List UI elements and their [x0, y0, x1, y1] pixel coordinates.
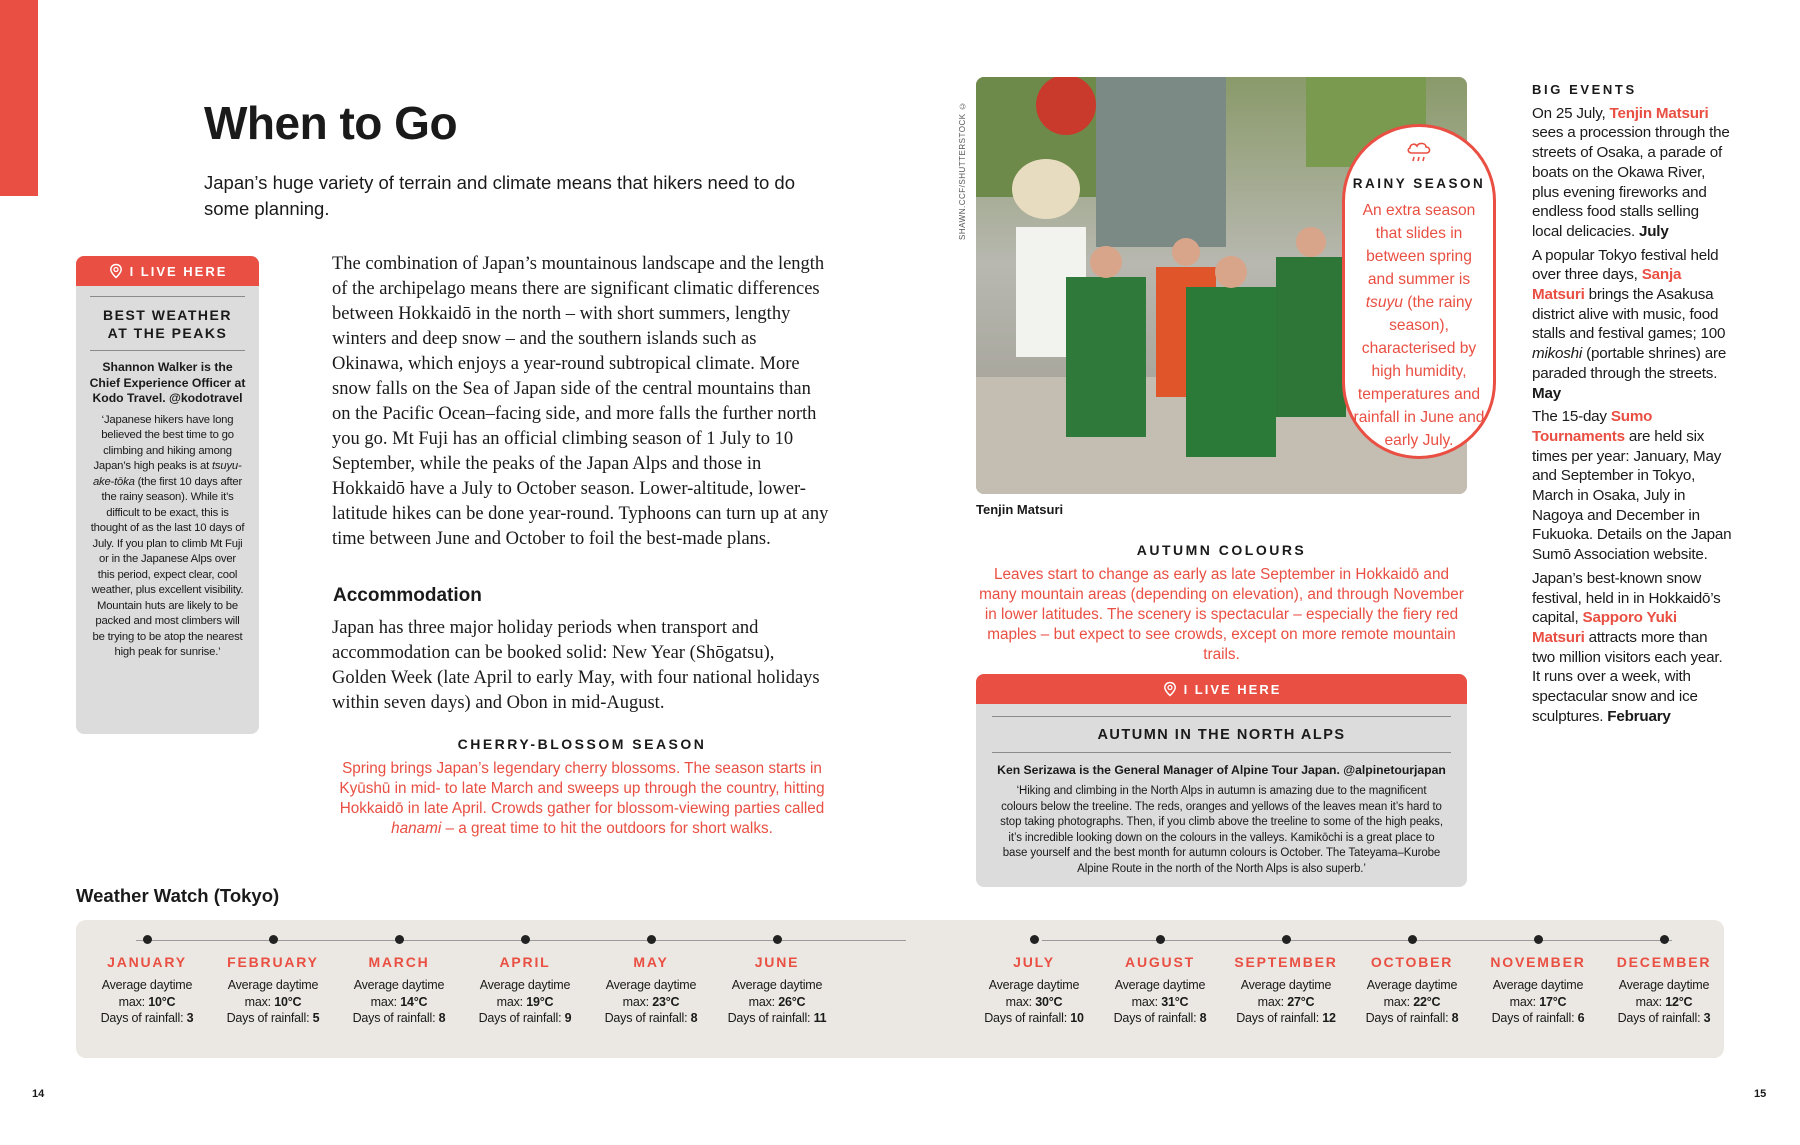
rainfall-days	[971, 1010, 1097, 1027]
max-value: 26°C	[778, 994, 806, 1009]
month-name: OCTOBER	[1370, 954, 1454, 970]
photo-caption: Tenjin Matsuri	[976, 502, 1064, 517]
rain-label: Days of rainfall:	[1113, 1011, 1200, 1025]
cherry-text: – a great time to hit the outdoors for short walks.	[441, 820, 773, 837]
max-value: 14°C	[400, 994, 428, 1009]
weather-watch-panel	[76, 920, 1724, 1058]
max-temp	[714, 994, 840, 1011]
avg-label: Average daytime	[353, 978, 445, 992]
event-emphasis: mikoshi	[1532, 345, 1583, 363]
avg-label: Average daytime	[988, 978, 1080, 992]
box-title: AUTUMN IN THE NORTH ALPS	[1097, 727, 1346, 743]
rain-label: Days of rainfall:	[100, 1011, 187, 1025]
month-stats	[1475, 977, 1601, 1027]
rain-label: Days of rainfall:	[478, 1011, 565, 1025]
divider	[992, 716, 1451, 717]
max-label: max:	[622, 994, 653, 1009]
timeline-dot	[1282, 935, 1291, 944]
month-stats	[84, 977, 210, 1027]
accommodation-heading: Accommodation	[333, 585, 482, 606]
timeline-dot	[1534, 935, 1543, 944]
timeline-dot	[395, 935, 404, 944]
rainy-season-callout	[1342, 124, 1496, 459]
rainfall-days	[462, 1010, 588, 1027]
avg-label: Average daytime	[605, 978, 697, 992]
max-value: 10°C	[148, 994, 176, 1009]
month-name: JANUARY	[107, 954, 187, 970]
rain-value: 12	[1322, 1011, 1336, 1025]
rain-value: 10	[1070, 1011, 1084, 1025]
rain-label: Days of rainfall:	[1236, 1011, 1323, 1025]
contributor-quote	[90, 413, 245, 661]
divider	[992, 752, 1451, 753]
max-value: 23°C	[652, 994, 680, 1009]
contributor-bio: Ken Serizawa is the General Manager of Alpine Tour Japan. @alpinetourjapan	[997, 763, 1446, 777]
month-name: AUGUST	[1125, 954, 1195, 970]
edge-tab-left	[0, 0, 38, 98]
rainfall-days	[714, 1010, 840, 1027]
accommodation-paragraph: Japan has three major holiday periods when transport and accommodation can be booked solid: New Year (Shōgatsu), Golden Week (late April to early May, with four national holidays within seven days) and Obon in mid-August.	[332, 618, 820, 713]
rain-label: Days of rainfall:	[1491, 1011, 1578, 1025]
max-label: max:	[1131, 994, 1162, 1009]
timeline-dot	[1156, 935, 1165, 944]
max-value: 19°C	[526, 994, 554, 1009]
max-value: 17°C	[1539, 994, 1567, 1009]
rain-cloud-icon	[1404, 139, 1434, 165]
cherry-blossom-section	[332, 736, 832, 839]
rainfall-days	[588, 1010, 714, 1027]
autumn-colours-section	[976, 542, 1467, 665]
big-events-heading: BIG EVENTS	[1532, 82, 1637, 97]
quote-emphasis: tsuyu-ake-tōka	[92, 460, 242, 488]
timeline-dot	[521, 935, 530, 944]
max-temp	[971, 994, 1097, 1011]
max-label: max:	[370, 994, 401, 1009]
month-stats	[462, 977, 588, 1027]
month-stats	[1223, 977, 1349, 1027]
page-title: When to Go	[204, 97, 458, 149]
avg-label: Average daytime	[479, 978, 571, 992]
page-number-left: 14	[32, 1088, 45, 1100]
event-text: are held six times per year: January, May and September in Tokyo, March in Osaka, July in Nagoya and December in Fukuoka. Details on the Japan Sumō Association website.	[1532, 427, 1732, 564]
rain-value: 3	[1703, 1011, 1711, 1025]
i-live-here-label: I LIVE HERE	[129, 263, 228, 279]
divider	[90, 350, 245, 351]
event-text: sees a procession through the streets of Osaka, a parade of boats on the Okawa River, plus evening fireworks and endless food stalls selling local delicacies.	[1532, 124, 1730, 240]
max-temp	[336, 994, 462, 1011]
intro-text: Japan’s huge variety of terrain and climate means that hikers need to do some planning.	[204, 172, 795, 219]
i-live-here-label: I LIVE HERE	[1183, 681, 1282, 697]
max-value: 31°C	[1161, 994, 1189, 1009]
rainy-text: An extra season that slides in between spring and summer is	[1362, 202, 1476, 288]
month-name: JUNE	[754, 954, 800, 970]
rain-value: 11	[813, 1011, 827, 1025]
month-name: DECEMBER	[1616, 954, 1712, 970]
page-number-right: 15	[1754, 1088, 1767, 1100]
big-events-column	[1532, 76, 1732, 727]
i-live-here-header	[976, 674, 1467, 704]
rain-label: Days of rainfall:	[1365, 1011, 1452, 1025]
month-name: MAY	[633, 954, 669, 970]
autumn-colours-heading: AUTUMN COLOURS	[1136, 542, 1307, 558]
rain-label: Days of rainfall:	[226, 1011, 313, 1025]
rain-label: Days of rainfall:	[1617, 1011, 1704, 1025]
rainfall-days	[336, 1010, 462, 1027]
month-stats	[336, 977, 462, 1027]
max-temp	[1097, 994, 1223, 1011]
avg-label: Average daytime	[1114, 978, 1206, 992]
month-stats	[210, 977, 336, 1027]
max-temp	[1223, 994, 1349, 1011]
rain-value: 5	[312, 1011, 320, 1025]
timeline-dot	[1660, 935, 1669, 944]
rain-value: 8	[1199, 1011, 1207, 1025]
climate-paragraph: The combination of Japan’s mountainous landscape and the length of the archipelago means there are significant climatic differences between Hokkaidō in the north – with short summers, lengthy winters and deep snow – and the southern islands such as Okinawa, which enjoys a year-round subtropical climate. More snow falls on the Sea of Japan side of the central mountains than on the Pacific Ocean–facing side, and more falls the further north you go. Mt Fuji has an official climbing season of 1 July to 10 September, while the peaks of the Japan Alps and those in Hokkaidō have a July to October season. Lower-altitude, lower-latitude hikes can be done year-round. Typhoons can turn up at any time between June and October to foil the best-made plans.	[332, 254, 829, 549]
cherry-emphasis: hanami	[391, 820, 442, 837]
quote-text: ‘Japanese hikers have long believed the best time to go climbing and hiking among Japan’s high peaks is at	[93, 413, 234, 472]
rainfall-days	[1601, 1010, 1727, 1027]
max-value: 22°C	[1413, 994, 1441, 1009]
month-stats	[971, 977, 1097, 1027]
max-label: max:	[244, 994, 275, 1009]
month-stats	[714, 977, 840, 1027]
rain-value: 3	[186, 1011, 194, 1025]
location-pin-icon	[1162, 681, 1178, 697]
event-text: The 15-day	[1532, 408, 1611, 426]
rainfall-days	[84, 1010, 210, 1027]
event-text: attracts more than two million visitors each year. It runs over a week, with spectacular snow and ice sculptures.	[1532, 628, 1723, 725]
max-label: max:	[748, 994, 779, 1009]
timeline-dot	[1408, 935, 1417, 944]
cherry-blossom-heading: CHERRY-BLOSSOM SEASON	[457, 736, 707, 752]
rain-label: Days of rainfall:	[727, 1011, 814, 1025]
avg-label: Average daytime	[101, 978, 193, 992]
max-value: 12°C	[1665, 994, 1693, 1009]
avg-label: Average daytime	[731, 978, 823, 992]
contributor-quote: ‘Hiking and climbing in the North Alps in autumn is amazing due to the magnificent colours below the treeline. The reds, oranges and yellows of the leaves mean it’s hard to stop taking photographs. Then, if you climb above the treeline to some of the high peaks, it’s incredible looking down on the colours in the valleys. Kamikōchi is a great place to base yourself and the best month for autumn colours is October. The Tateyama–Kurobe Alpine Route in the north of the North Alps is also superb.’	[1000, 785, 1443, 875]
max-value: 27°C	[1287, 994, 1315, 1009]
month-name: NOVEMBER	[1490, 954, 1586, 970]
month-stats	[588, 977, 714, 1027]
max-label: max:	[1257, 994, 1288, 1009]
month-name: MARCH	[368, 954, 430, 970]
month-stats	[1601, 977, 1727, 1027]
rain-value: 6	[1577, 1011, 1585, 1025]
max-label: max:	[1005, 994, 1036, 1009]
timeline-dot	[1030, 935, 1039, 944]
rain-label: Days of rainfall:	[984, 1011, 1071, 1025]
event-sapporo	[1532, 569, 1732, 727]
month-stats	[1349, 977, 1475, 1027]
box-title-line: AT THE PEAKS	[107, 325, 228, 341]
location-pin-icon	[108, 263, 124, 279]
avg-label: Average daytime	[1492, 978, 1584, 992]
event-month: February	[1607, 707, 1671, 725]
event-text: brings the Asakusa district alive with music, food stalls and festival games; 100	[1532, 286, 1726, 343]
event-sanja	[1532, 246, 1732, 404]
max-value: 10°C	[274, 994, 302, 1009]
timeline-dot	[773, 935, 782, 944]
i-live-here-box-right	[976, 674, 1467, 887]
max-temp	[210, 994, 336, 1011]
event-sumo	[1532, 407, 1732, 565]
max-value: 30°C	[1035, 994, 1063, 1009]
avg-label: Average daytime	[1240, 978, 1332, 992]
max-temp	[462, 994, 588, 1011]
event-text: Japan’s best-known snow festival, held in in Hokkaidō’s capital,	[1532, 569, 1721, 627]
event-name: Sumo Tournaments	[1532, 408, 1653, 445]
event-month: July	[1638, 222, 1669, 240]
month-name: SEPTEMBER	[1234, 954, 1338, 970]
month-name: APRIL	[499, 954, 551, 970]
cherry-text: Spring brings Japan’s legendary cherry blossoms. The season starts in Kyūshū in mid- to late March and sweeps up through the country, hitting Hokkaidō in late April. Crowds gather for blossom-viewing parties called	[339, 760, 825, 817]
month-name: FEBRUARY	[227, 954, 319, 970]
avg-label: Average daytime	[1618, 978, 1710, 992]
box-title	[86, 306, 249, 342]
rain-value: 8	[690, 1011, 698, 1025]
photo-credit: SHAWN.CCF/SHUTTERSTOCK ©	[958, 101, 967, 240]
rainfall-days	[210, 1010, 336, 1027]
event-name: Sanja Matsuri	[1532, 266, 1682, 304]
contributor-bio: Shannon Walker is the Chief Experience Officer at Kodo Travel. @kodotravel	[89, 360, 246, 405]
rain-value: 9	[564, 1011, 572, 1025]
rain-value: 8	[438, 1011, 446, 1025]
timeline-dot	[143, 935, 152, 944]
divider	[90, 296, 245, 297]
month-name: JULY	[1013, 954, 1055, 970]
rainfall-days	[1223, 1010, 1349, 1027]
rainfall-days	[1475, 1010, 1601, 1027]
event-tenjin	[1532, 104, 1732, 242]
autumn-colours-text: Leaves start to change as early as late September in Hokkaidō and many mountain areas (depending on elevation), and through November in lower latitudes. The scenery is spectacular – especially the fiery red maples – but expect to see crowds, except on more remote mountain trails.	[979, 566, 1464, 663]
rainy-text: (the rainy season), characterised by high humidity, temperatures and rainfall in June and early July.	[1353, 294, 1485, 449]
event-name: Tenjin Matsuri	[1609, 104, 1709, 122]
quote-text: (the first 10 days after the rainy season). While it’s difficult to be exact, this is thought of as the last 10 days of July. If you plan to climb Mt Fuji or in the Japanese Alps over this period, expect clear, cool weather, plus excellent visibility. Mountain huts are likely to be packed and most climbers will be trying to be atop the nearest high peak for sunrise.’	[90, 475, 245, 658]
timeline-dot	[647, 935, 656, 944]
event-text: On 25 July,	[1532, 104, 1610, 122]
max-temp	[1475, 994, 1601, 1011]
event-text: (portable shrines) are paraded through the streets.	[1532, 345, 1727, 382]
max-temp	[84, 994, 210, 1011]
max-label: max:	[1383, 994, 1414, 1009]
rain-label: Days of rainfall:	[604, 1011, 691, 1025]
rain-label: Days of rainfall:	[352, 1011, 439, 1025]
timeline-line	[1042, 940, 1672, 941]
rain-value: 8	[1451, 1011, 1459, 1025]
max-label: max:	[1635, 994, 1666, 1009]
rainfall-days	[1349, 1010, 1475, 1027]
month-stats	[1097, 977, 1223, 1027]
max-temp	[1601, 994, 1727, 1011]
avg-label: Average daytime	[227, 978, 319, 992]
avg-label: Average daytime	[1366, 978, 1458, 992]
max-temp	[1349, 994, 1475, 1011]
max-label: max:	[496, 994, 527, 1009]
box-title-line: BEST WEATHER	[103, 307, 232, 323]
weather-watch-title: Weather Watch (Tokyo)	[76, 885, 280, 906]
event-month: May	[1532, 384, 1561, 402]
rainy-season-text	[1353, 199, 1485, 452]
i-live-here-header	[76, 256, 259, 286]
max-temp	[588, 994, 714, 1011]
max-label: max:	[118, 994, 149, 1009]
rainy-emphasis: tsuyu	[1365, 294, 1403, 311]
cherry-blossom-text	[332, 759, 832, 839]
rainy-season-heading: RAINY SEASON	[1352, 176, 1486, 191]
event-text: A popular Tokyo festival held over three days,	[1532, 246, 1719, 284]
max-label: max:	[1509, 994, 1540, 1009]
rainfall-days	[1097, 1010, 1223, 1027]
event-name: Sapporo Yuki Matsuri	[1532, 609, 1677, 646]
i-live-here-box-left	[76, 256, 259, 734]
edge-tab-right	[0, 98, 38, 196]
timeline-dot	[269, 935, 278, 944]
